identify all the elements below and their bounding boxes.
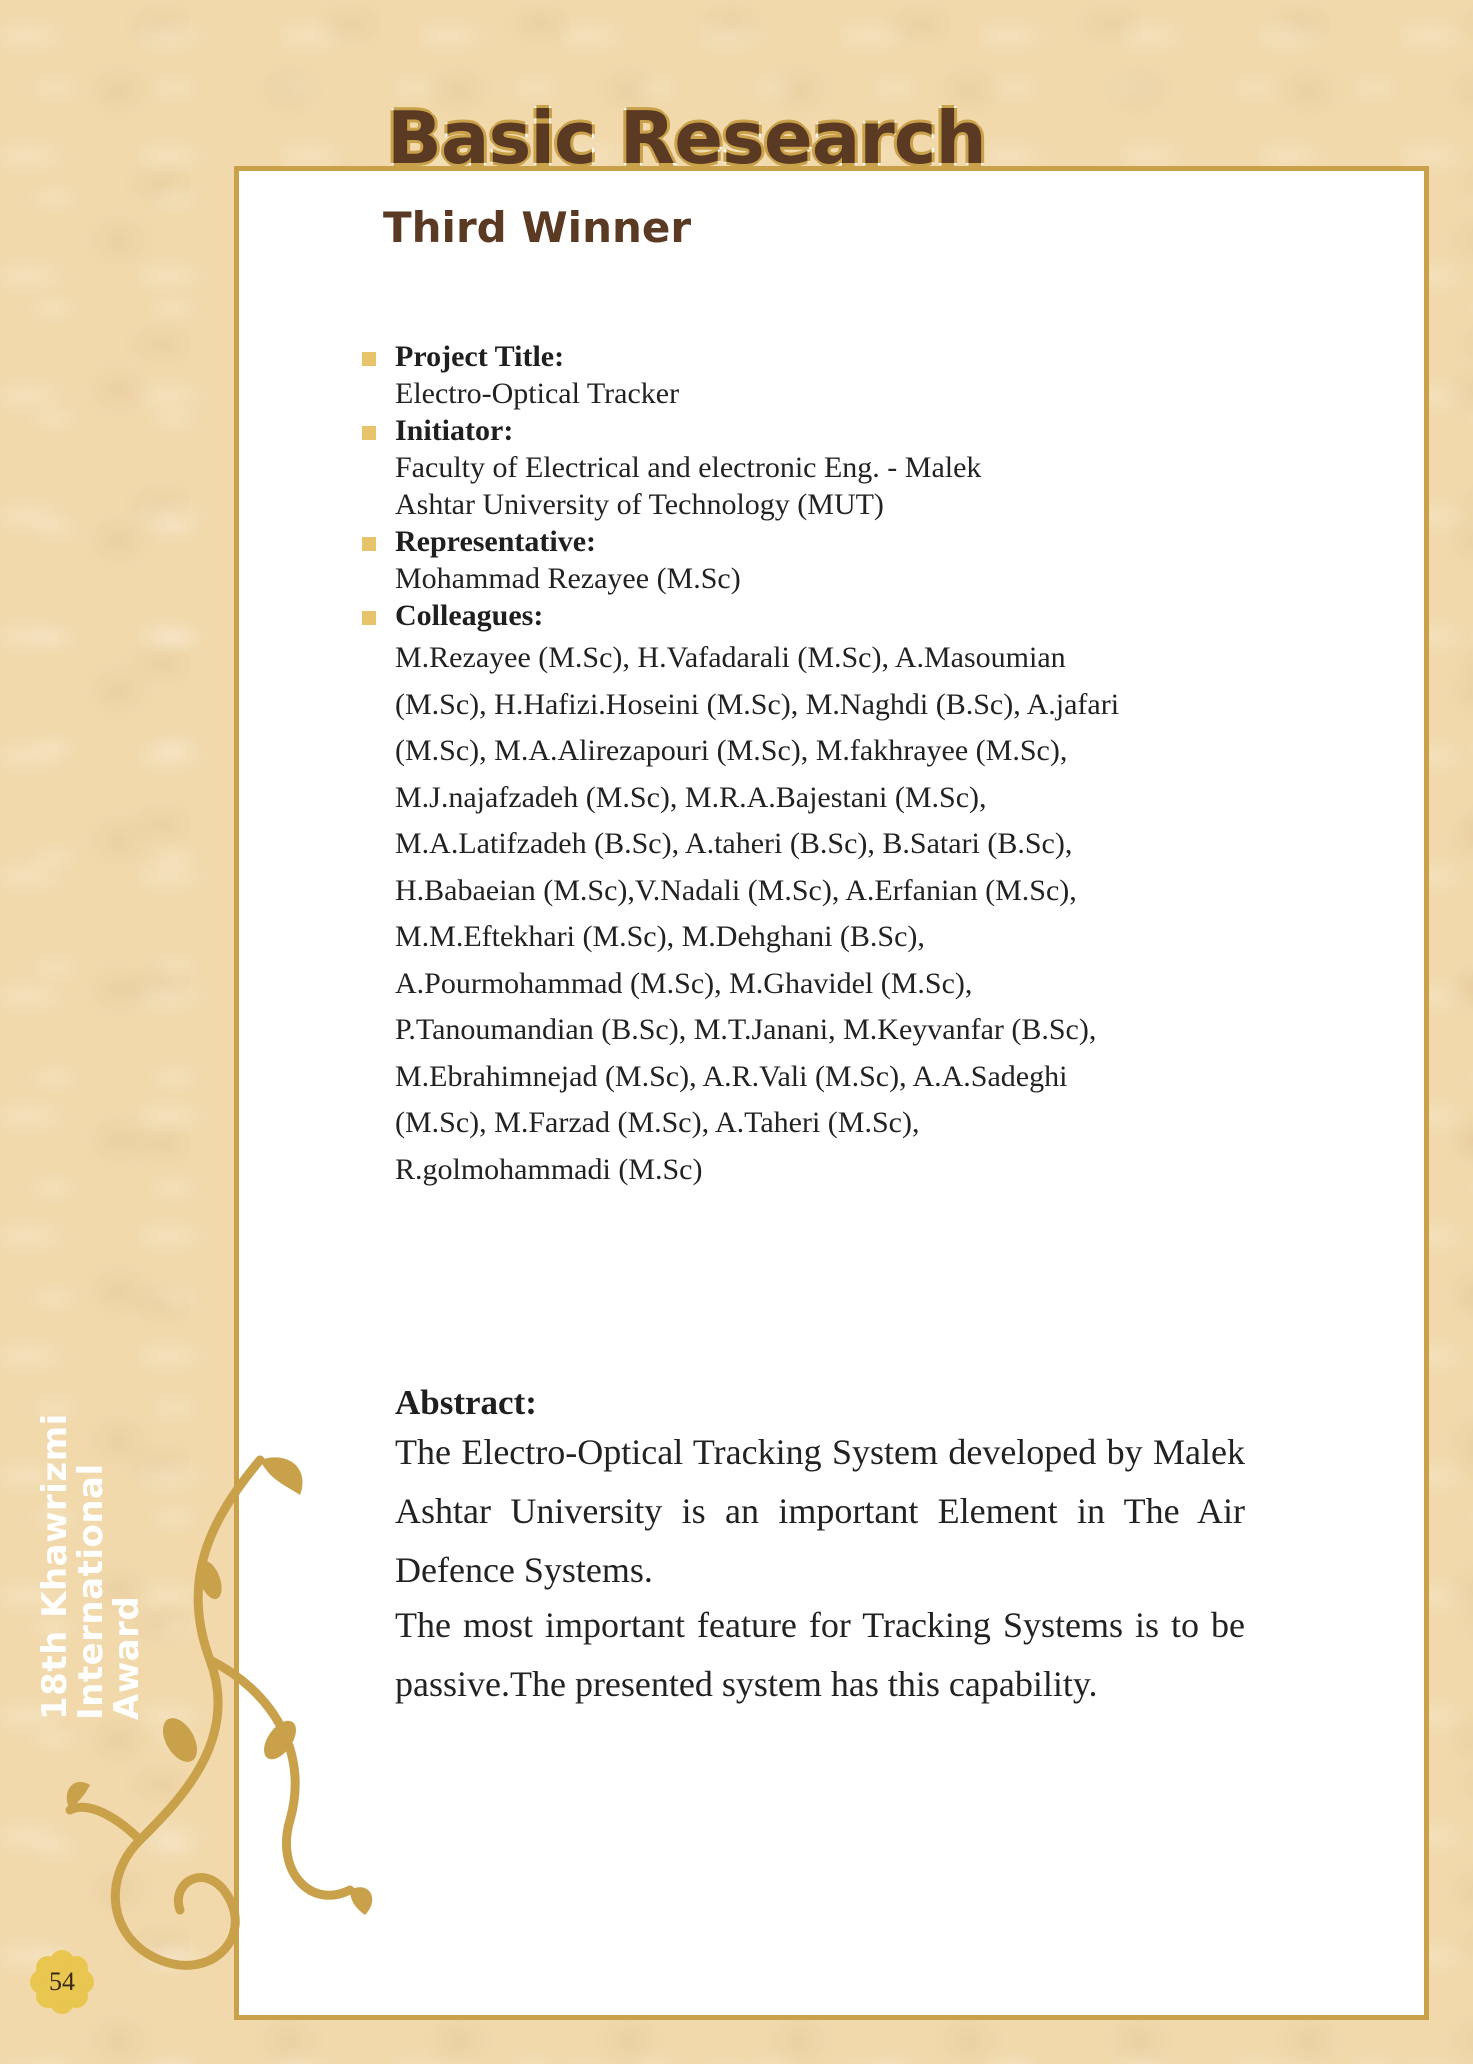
project-details [362, 338, 1262, 1192]
award-series-line: International Award [71, 1463, 147, 1720]
colleague-line: H.Babaeian (M.Sc),V.Nadali (M.Sc), A.Erfanian (M.Sc), [395, 873, 1077, 907]
colleague-line: M.Ebrahimnejad (M.Sc), A.R.Vali (M.Sc), A.A.Sadeghi [395, 1059, 1068, 1093]
colleagues-list [395, 636, 1262, 1192]
colleague-line: (M.Sc), M.A.Alirezapouri (M.Sc), M.fakhrayee (M.Sc), [395, 734, 1068, 767]
colleague-line: M.A.Latifzadeh (B.Sc), A.taheri (B.Sc), B.Satari (B.Sc), [395, 827, 1073, 860]
representative-item [362, 523, 1262, 597]
abstract-section [395, 1383, 1245, 1714]
project-title-item [362, 338, 1262, 412]
initiator-item [362, 412, 1262, 523]
abstract-label: Abstract: [395, 1383, 537, 1422]
colleague-line: P.Tanoumandian (B.Sc), M.T.Janani, M.Keyvanfar (B.Sc), [395, 1013, 1097, 1046]
colleague-line: M.Rezayee (M.Sc), H.Vafadarali (M.Sc), A.Masoumian [395, 641, 1066, 674]
award-series-vertical-title [37, 1360, 145, 1720]
colleague-line: M.J.najafzadeh (M.Sc), M.R.A.Bajestani (M.Sc), [395, 780, 987, 814]
colleague-line: R.golmohammadi (M.Sc) [395, 1152, 703, 1186]
bullet-icon [362, 537, 376, 551]
colleague-line: (M.Sc), M.Farzad (M.Sc), A.Taheri (M.Sc), [395, 1106, 920, 1139]
bullet-icon [362, 426, 376, 440]
colleague-line: A.Pourmohammad (M.Sc), M.Ghavidel (M.Sc), [395, 966, 973, 1000]
project-title-value: Electro-Optical Tracker [395, 377, 680, 410]
initiator-line: Faculty of Electrical and electronic Eng. - Malek [395, 451, 982, 484]
award-series-line: 18th Khawrizmi [35, 1413, 75, 1720]
colleague-line: (M.Sc), H.Hafizi.Hoseini (M.Sc), M.Naghdi (B.Sc), A.jafari [395, 687, 1120, 721]
colleagues-label: Colleagues: [395, 599, 544, 632]
bullet-icon [362, 611, 376, 625]
bullet-icon [362, 352, 376, 366]
colleague-line: M.M.Eftekhari (M.Sc), M.Dehghani (B.Sc), [395, 920, 925, 953]
abstract-paragraph: The Electro-Optical Tracking System developed by Malek Ashtar University is an important Element in The Air Defence Systems. [395, 1432, 1245, 1590]
project-title-label: Project Title: [395, 340, 565, 373]
award-rank: Third Winner [383, 203, 692, 252]
page-title: Basic Research [387, 96, 986, 180]
initiator-label: Initiator: [395, 414, 514, 447]
abstract-paragraph: The most important feature for Tracking Systems is to be passive.The presented system has this capability. [395, 1605, 1245, 1704]
representative-value: Mohammad Rezayee (M.Sc) [395, 562, 741, 595]
representative-label: Representative: [395, 525, 597, 558]
page-number: 54 [49, 1967, 75, 1996]
initiator-line: Ashtar University of Technology (MUT) [395, 488, 884, 521]
colleagues-item [362, 597, 1262, 1192]
